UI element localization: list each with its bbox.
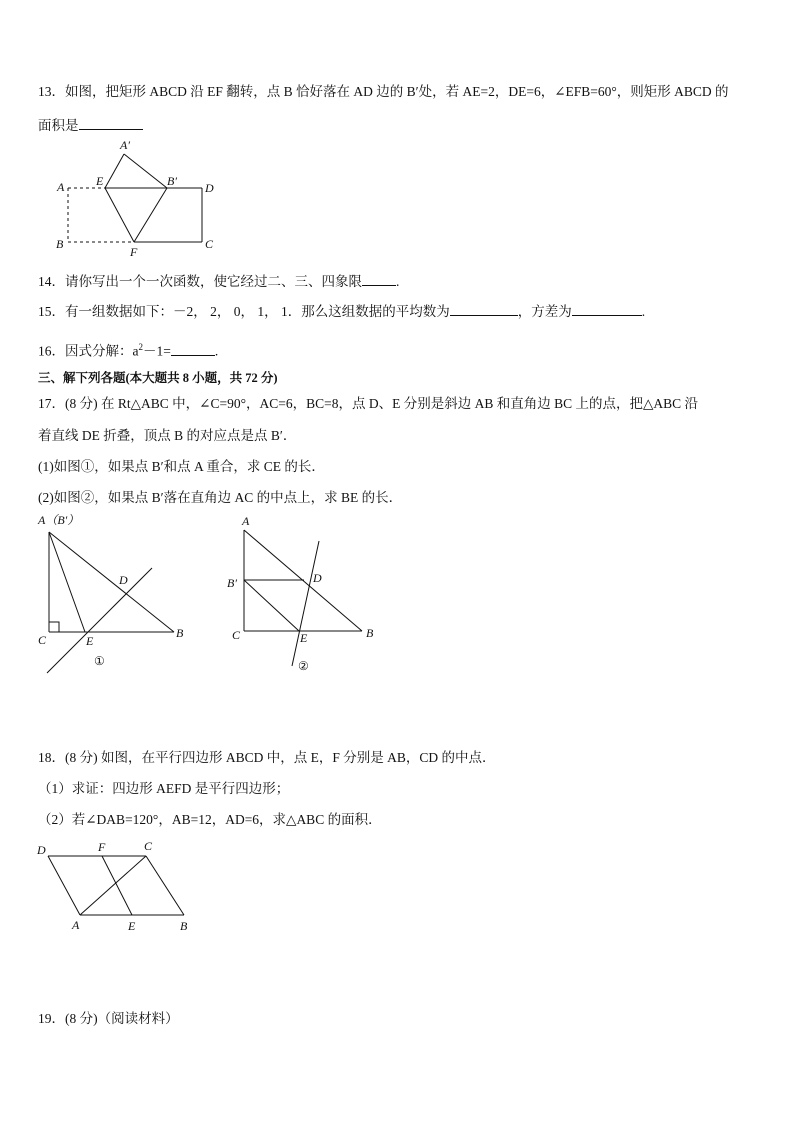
label-D: D <box>119 573 128 587</box>
label-B-prime: B′ <box>227 576 237 590</box>
section-title: 三、解下列各题(本大题共 8 小题，共 72 分) <box>38 371 278 385</box>
label-A-B-prime: A（B′） <box>38 513 80 527</box>
label-A: A <box>242 514 250 528</box>
figure-number-2: ② <box>298 659 309 673</box>
label-D: D <box>205 181 214 195</box>
label-B-prime: B′ <box>167 174 177 188</box>
q19-text: 19．(8 分)（阅读材料） <box>38 1011 179 1026</box>
q18-part2: （2）若∠DAB=120°，AB=12，AD=6，求△ABC 的面积． <box>38 812 382 827</box>
answer-blank-variance[interactable] <box>572 302 642 316</box>
q15-text: 15．有一组数据如下：－2， 2， 0， 1， 1．那么这组数据的平均数为 ，方差为 . <box>38 304 646 319</box>
label-C: C <box>38 633 47 647</box>
q18-line1: 18．(8 分) 如图，在平行四边形 ABCD 中，点 E，F 分别是 AB，CD 的中点． <box>38 750 496 765</box>
q13-text: 13．如图，把矩形 ABCD 沿 EF 翻转，点 B 恰好落在 AD 边的 B′处，若 AE=2，DE=6，∠EFB=60°，则矩形 ABCD 的 <box>38 84 729 99</box>
answer-blank[interactable] <box>362 272 396 286</box>
answer-blank[interactable] <box>79 116 143 130</box>
q17-part2: (2)如图②，如果点 B′落在直角边 AC 的中点上，求 BE 的长． <box>38 490 403 505</box>
label-A: A <box>57 180 65 194</box>
label-B: B <box>176 626 184 640</box>
label-C: C <box>205 237 214 251</box>
label-E: E <box>128 919 136 933</box>
label-B: B <box>366 626 374 640</box>
q18-part1: （1）求证：四边形 AEFD 是平行四边形； <box>38 781 290 796</box>
q13-text-line2: 面积是 <box>38 116 143 135</box>
label-E: E <box>86 634 94 648</box>
label-D: D <box>37 843 46 857</box>
label-A: A <box>72 918 80 932</box>
answer-blank[interactable] <box>171 342 215 356</box>
q17-figure-2 <box>224 508 394 678</box>
label-B: B <box>56 237 64 251</box>
label-A-prime: A′ <box>120 138 130 152</box>
label-F: F <box>130 245 138 259</box>
label-F: F <box>98 840 106 854</box>
q18-figure <box>34 836 199 936</box>
label-B: B <box>180 919 188 933</box>
q16-text: 16．因式分解：$a^2-1=$ . <box>38 342 219 359</box>
figure-number-1: ① <box>94 654 105 668</box>
label-C: C <box>144 839 153 853</box>
q17-figure-1 <box>34 508 204 678</box>
label-C: C <box>232 628 241 642</box>
q13-figure <box>50 136 230 261</box>
answer-blank-mean[interactable] <box>450 302 518 316</box>
q17-part1: (1)如图①，如果点 B′和点 A 重合，求 CE 的长． <box>38 459 325 474</box>
label-E: E <box>300 631 308 645</box>
label-E: E <box>96 174 104 188</box>
q17-line1: 17．(8 分) 在 Rt△ABC 中，∠C=90°，AC=6，BC=8，点 D、E 分别是斜边 AB 和直角边 BC 上的点，把△ABC 沿 <box>38 396 698 411</box>
label-D: D <box>313 571 322 585</box>
q14-text: 14．请你写出一个一次函数，使它经过二、三、四象限 . <box>38 274 400 289</box>
q17-line2: 着直线 DE 折叠，顶点 B 的对应点是点 B′． <box>38 428 297 443</box>
